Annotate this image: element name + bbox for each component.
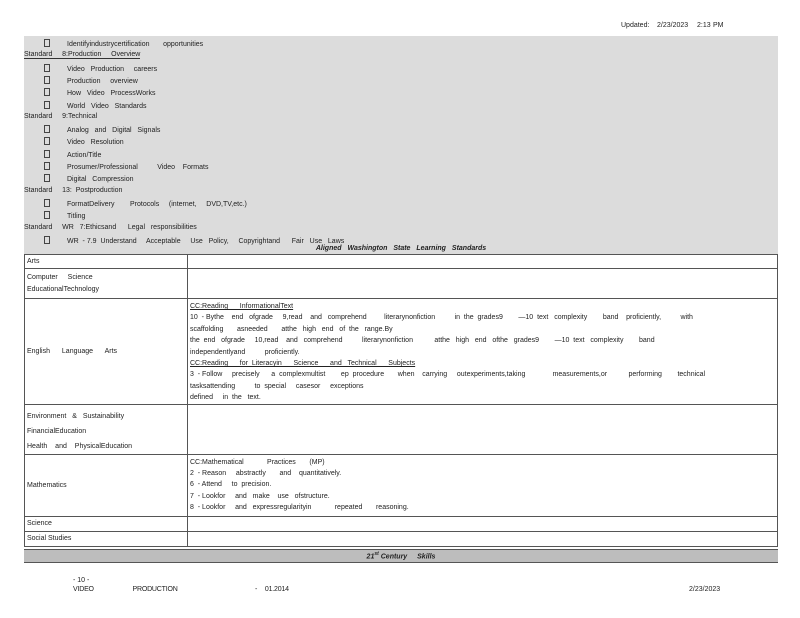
outline-standard-heading [24,224,197,231]
math-standard-line: CC:Mathematical Practices (MP) [190,458,325,466]
ela-standards [188,299,778,405]
outline-item-text: Video Resolution [67,139,124,147]
ela-standard-line: 3 - Follow precisely a complexmultist ep procedure when carrying outexperiments,taking measurements,or performing technical [190,371,706,379]
bullet-box-icon [44,88,50,96]
century-label: Century Skills [380,553,436,561]
bullet-box-icon [44,101,50,109]
outline-standard-heading [24,113,97,120]
subject-financial-education: FinancialEducation [27,427,87,435]
outline-item-text: Digital Compression [67,176,134,184]
outline-bullet-item [24,76,138,85]
standards-table [24,254,778,547]
math-standard-line: 2 - Reason abstractly and quantitatively. [190,470,342,478]
ela-standard-line: CC:Reading InformationalText [190,303,294,310]
footer-course: VIDEO PRODUCTION - 01.2014 [73,586,289,593]
outline-item-text: WR - 7.9 Understand Acceptable Use Policy, Copyrightand Fair Use Laws [67,237,345,245]
outline-bullet-item [24,137,124,146]
outline-item-text: Titling [67,213,86,221]
subject-environment: Environment & Sustainability [27,412,125,420]
outline-bullet-item [24,64,157,73]
ela-standard-line: scaffolding asneeded atthe high end of the range.By [190,325,393,333]
table-row [25,404,778,454]
bullet-box-icon [44,174,50,182]
footer-date: 2/23/2023 [689,586,721,593]
outline-item-text: Production overview [67,77,138,85]
standard-heading-text: Standard 13: Postproduction [24,186,123,194]
aligned-standards-heading: Aligned Washington State Learning Standards [315,245,487,252]
bullet-box-icon [44,199,50,207]
century-skills-heading [24,551,778,560]
standard-heading-text: Standard 9:Technical [24,112,98,120]
subject-health: Health and PhysicalEducation [27,442,133,450]
bullet-box-icon [44,125,50,133]
bullet-box-icon [44,211,50,219]
math-standard-line: 8 - Lookfor and expressregularityin repeated reasoning. [190,504,409,512]
subject-science: Science [25,516,188,531]
table-row [25,531,778,546]
table-row [25,255,778,269]
updated-label: Updated: [621,22,650,29]
bullet-box-icon [44,64,50,72]
table-row [25,516,778,531]
subject-educational-technology: EducationalTechnology [27,285,99,293]
outline-item-text: Identifyindustrycertification opportunities [67,41,204,48]
bullet-box-icon [44,76,50,84]
outline-standard-heading [24,187,122,194]
math-standard-line: 7 - Lookfor and make use ofstructure. [190,492,330,500]
outline-bullet-item [24,125,160,134]
outline-item-text: World Video Standards [67,102,147,110]
outline-item-text: Prosumer/Professional Video Formats [67,164,209,171]
standard-heading-text: Standard WR 7:Ethicsand Legal responsibilities [24,223,197,231]
ela-standard-line: CC:Reading for Literacyin Science and Technical Subjects [190,360,416,368]
outline-bullet-item [24,199,247,208]
outline-item-text: FormatDelivery Protocols (internet, DVD,TV,etc.) [67,200,247,208]
table-row [25,454,778,516]
outline-item-text: Action/Title [67,151,102,159]
outline-item-text: Analog and Digital Signals [67,127,161,135]
table-row [25,269,778,299]
bullet-box-icon [44,236,50,244]
outline-bullet-item [24,174,134,183]
outline-standard-heading [24,51,140,58]
subject-computer-science: Computer Science [27,273,93,281]
outline-bullet-item [24,101,147,110]
bullet-box-icon [44,150,50,158]
subject-ela: English Language Arts [25,299,188,405]
century-number: 21 [366,553,375,561]
standard-heading-text: Standard 8:Production Overview [24,51,141,59]
outline-bullet-item [24,162,208,171]
subject-social-studies: Social Studies [25,531,188,546]
century-superscript: st [374,551,379,557]
subject-arts: Arts [25,255,188,269]
updated-time: 2:13 [697,22,711,29]
table-row [25,299,778,405]
updated-date: 2/23/2023 [657,22,689,29]
footer-page-number: - 10 - [73,577,90,584]
math-standard-line: 6 - Attend to precision. [190,481,272,489]
ela-standard-line: the end ofgrade 10,read and comprehend literarynonfiction atthe high end ofthe grades9 —10 text complexity band [190,337,655,345]
subject-mathematics: Mathematics [25,454,188,516]
math-standards [188,454,778,516]
outline-bullet-item [24,150,101,159]
ela-standard-line: tasksattending to special casesor exceptions [190,382,364,390]
bullet-box-icon [44,39,50,47]
outline-item-text: How Video ProcessWorks [67,90,156,98]
bullet-box-icon [44,162,50,170]
ela-standard-line: 10 - Bythe end ofgrade 9,read and comprehend literarynonfiction in the grades9 —10 text complexity band proficiently, with [190,314,693,322]
ela-standard-line: defined in the text. [190,394,261,402]
outline-bullet-item [24,236,344,245]
outline-bullet-item [24,211,85,220]
outline-item-text: Video Production careers [67,65,158,73]
outline-bullet-item [24,88,155,97]
updated-ampm: PM [713,22,724,29]
outline-bullet-item [24,39,203,48]
bullet-box-icon [44,137,50,145]
ela-standard-line: independentlyand proficiently. [190,348,300,356]
